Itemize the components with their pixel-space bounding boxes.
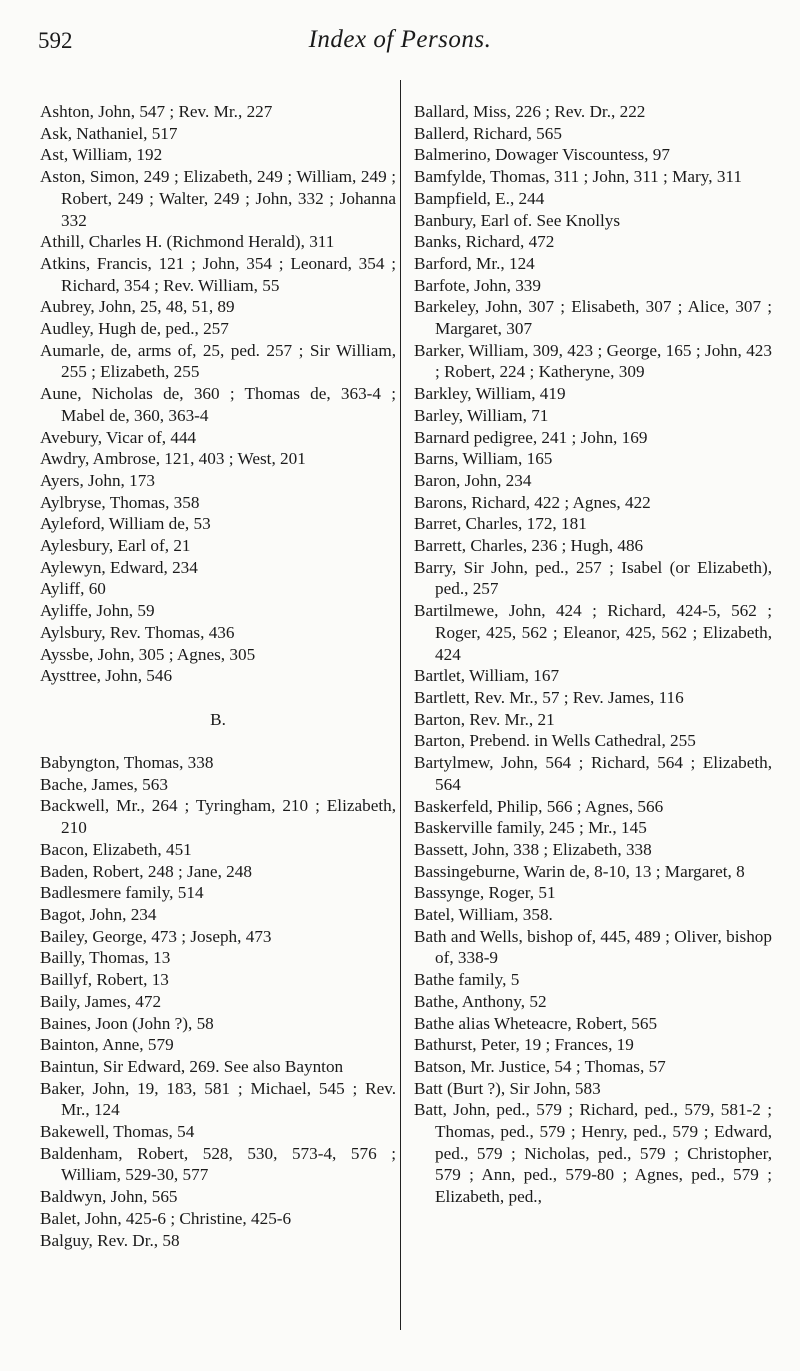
index-entry: Bamfylde, Thomas, 311 ; John, 311 ; Mary, 311 [414, 167, 742, 187]
index-entry: Bagot, John, 234 [40, 904, 157, 924]
index-entry: Bampfield, E., 244 [414, 188, 545, 208]
index-entry: Aylbryse, Thomas, 358 [40, 492, 200, 512]
index-entry: Barkley, William, 419 [414, 384, 566, 404]
index-entry: Bassett, John, 338 ; Elizabeth, 338 [414, 839, 652, 859]
index-entry: Ballard, Miss, 226 ; Rev. Dr., 222 [414, 102, 646, 121]
index-entry: Bainton, Anne, 579 [40, 1035, 174, 1055]
left-column [40, 101, 396, 1251]
index-entry: Avebury, Vicar of, 444 [40, 427, 197, 447]
index-entry: Bassingeburne, Warin de, 8-10, 13 ; Margaret, 8 [414, 861, 745, 881]
running-title: Index of Persons. [308, 26, 492, 53]
index-entry: Bartlet, William, 167 [414, 666, 560, 686]
index-entry: Babyngton, Thomas, 338 [40, 753, 214, 773]
index-entry: Aylesbury, Earl of, 21 [40, 536, 191, 556]
index-entry: Barkeley, John, 307 ; Elisabeth, 307 ; Alice, 307 ; Margaret, 307 [414, 297, 772, 339]
index-entry: Aysttree, John, 546 [40, 666, 173, 686]
page-number: 592 [38, 28, 73, 53]
index-entry: Barnard pedigree, 241 ; John, 169 [414, 427, 648, 447]
index-entry: Bath and Wells, bishop of, 445, 489 ; Oliver, bishop of, 338-9 [414, 926, 772, 968]
index-entry: Baillyf, Robert, 13 [40, 970, 169, 990]
index-entry: Ashton, John, 547 ; Rev. Mr., 227 [40, 102, 273, 121]
index-entry: Ask, Nathaniel, 517 [40, 123, 178, 143]
index-entry: Ast, William, 192 [40, 145, 163, 165]
index-entry: Barford, Mr., 124 [414, 253, 535, 273]
index-entry: Baden, Robert, 248 ; Jane, 248 [40, 861, 252, 881]
index-entry: Bailey, George, 473 ; Joseph, 473 [40, 926, 272, 946]
index-entry: Bassynge, Roger, 51 [414, 883, 556, 903]
index-entry: Baines, Joon (John ?), 58 [40, 1013, 214, 1033]
index-entry: Baldwyn, John, 565 [40, 1187, 178, 1207]
index-entry: Batt, John, ped., 579 ; Richard, ped., 579, 581-2 ; Thomas, ped., 579 ; Henry, ped., 579 ; Edward, ped., 579 ; Nicholas, ped., 579 ; Christopher, 579 ; Ann, ped., 579-80 ; Agnes, ped., 579 ; Elizabeth, ped., [414, 1100, 772, 1207]
index-entry: Bartylmew, John, 564 ; Richard, 564 ; Elizabeth, 564 [414, 753, 772, 794]
index-entry: Athill, Charles H. (Richmond Herald), 311 [40, 232, 335, 252]
right-column [414, 101, 772, 1208]
index-entry: Barret, Charles, 172, 181 [414, 514, 587, 534]
column-divider [400, 80, 401, 1330]
index-entry: Barry, Sir John, ped., 257 ; Isabel (or Elizabeth), ped., 257 [414, 557, 772, 599]
index-entry: Baily, James, 472 [40, 991, 162, 1011]
index-entry: Barns, William, 165 [414, 449, 553, 469]
page-header [38, 24, 762, 64]
index-entry: Baron, John, 234 [414, 470, 532, 490]
index-entry: Baker, John, 19, 183, 581 ; Michael, 545 ; Rev. Mr., 124 [40, 1078, 396, 1120]
index-entry: Audley, Hugh de, ped., 257 [40, 319, 229, 339]
index-entry: Baintun, Sir Edward, 269. See also Baynton [40, 1056, 344, 1076]
section-heading-b: B. [210, 709, 226, 729]
index-entry: Badlesmere family, 514 [40, 883, 204, 903]
index-entry: Barons, Richard, 422 ; Agnes, 422 [414, 492, 651, 512]
index-entries-right [414, 101, 772, 1208]
index-entry: Backwell, Mr., 264 ; Tyringham, 210 ; Elizabeth, 210 [40, 796, 396, 838]
index-entry: Bathe, Anthony, 52 [414, 991, 547, 1011]
index-entry: Bathurst, Peter, 19 ; Frances, 19 [414, 1035, 634, 1055]
index-entry: Ayers, John, 173 [40, 470, 155, 490]
index-entry: Barrett, Charles, 236 ; Hugh, 486 [414, 536, 644, 556]
index-entries-b [40, 752, 396, 1251]
index-entry: Bache, James, 563 [40, 774, 168, 794]
index-entry: Aumarle, de, arms of, 25, ped. 257 ; Sir William, 255 ; Elizabeth, 255 [40, 340, 396, 382]
index-entry: Ayssbe, John, 305 ; Agnes, 305 [40, 644, 256, 664]
index-entries-a [40, 101, 396, 687]
index-entry: Barker, William, 309, 423 ; George, 165 ; John, 423 ; Robert, 224 ; Katheryne, 309 [414, 340, 772, 382]
index-entry: Aylewyn, Edward, 234 [40, 557, 198, 577]
index-entry: Balmerino, Dowager Viscountess, 97 [414, 145, 670, 165]
index-entry: Ayliffe, John, 59 [40, 601, 155, 621]
index-entry: Baskerfeld, Philip, 566 ; Agnes, 566 [414, 796, 664, 816]
index-entry: Barton, Prebend. in Wells Cathedral, 255 [414, 731, 696, 751]
index-entry: Balguy, Rev. Dr., 58 [40, 1230, 180, 1250]
index-entry: Bailly, Thomas, 13 [40, 948, 171, 968]
index-entry: Aubrey, John, 25, 48, 51, 89 [40, 297, 235, 317]
index-entry: Aune, Nicholas de, 360 ; Thomas de, 363-4 ; Mabel de, 360, 363-4 [40, 384, 396, 425]
index-entry: Banks, Richard, 472 [414, 232, 555, 252]
index-entry: Barley, William, 71 [414, 405, 549, 425]
index-entry: Barton, Rev. Mr., 21 [414, 709, 555, 729]
index-entry: Baldenham, Robert, 528, 530, 573-4, 576 ; William, 529-30, 577 [40, 1143, 396, 1185]
index-entry: Batson, Mr. Justice, 54 ; Thomas, 57 [414, 1056, 666, 1076]
index-entry: Atkins, Francis, 121 ; John, 354 ; Leonard, 354 ; Richard, 354 ; Rev. William, 55 [40, 253, 396, 295]
index-entry: Aylsbury, Rev. Thomas, 436 [40, 622, 235, 642]
index-entry: Ayliff, 60 [40, 579, 106, 599]
index-entry: Aston, Simon, 249 ; Elizabeth, 249 ; William, 249 ; Robert, 249 ; Walter, 249 ; John, 332 ; Johanna 332 [40, 167, 396, 230]
index-entry: Balet, John, 425-6 ; Christine, 425-6 [40, 1208, 292, 1228]
index-entry: Awdry, Ambrose, 121, 403 ; West, 201 [40, 449, 306, 469]
index-entry: Bathe alias Wheteacre, Robert, 565 [414, 1013, 658, 1033]
index-entry: Bartilmewe, John, 424 ; Richard, 424-5, 562 ; Roger, 425, 562 ; Eleanor, 425, 562 ; Elizabeth, 424 [414, 601, 772, 664]
index-entry: Banbury, Earl of. See Knollys [414, 210, 621, 230]
index-entry: Baskerville family, 245 ; Mr., 145 [414, 818, 647, 838]
index-entry: Bathe family, 5 [414, 970, 520, 990]
index-entry: Batel, William, 358. [414, 905, 553, 925]
index-entry: Bacon, Elizabeth, 451 [40, 839, 192, 859]
index-entry: Bartlett, Rev. Mr., 57 ; Rev. James, 116 [414, 687, 684, 707]
index-entry: Batt (Burt ?), Sir John, 583 [414, 1078, 601, 1098]
index-entry: Ballerd, Richard, 565 [414, 123, 562, 143]
index-entry: Bakewell, Thomas, 54 [40, 1122, 195, 1142]
index-entry: Barfote, John, 339 [414, 275, 541, 295]
index-entry: Ayleford, William de, 53 [40, 514, 211, 534]
